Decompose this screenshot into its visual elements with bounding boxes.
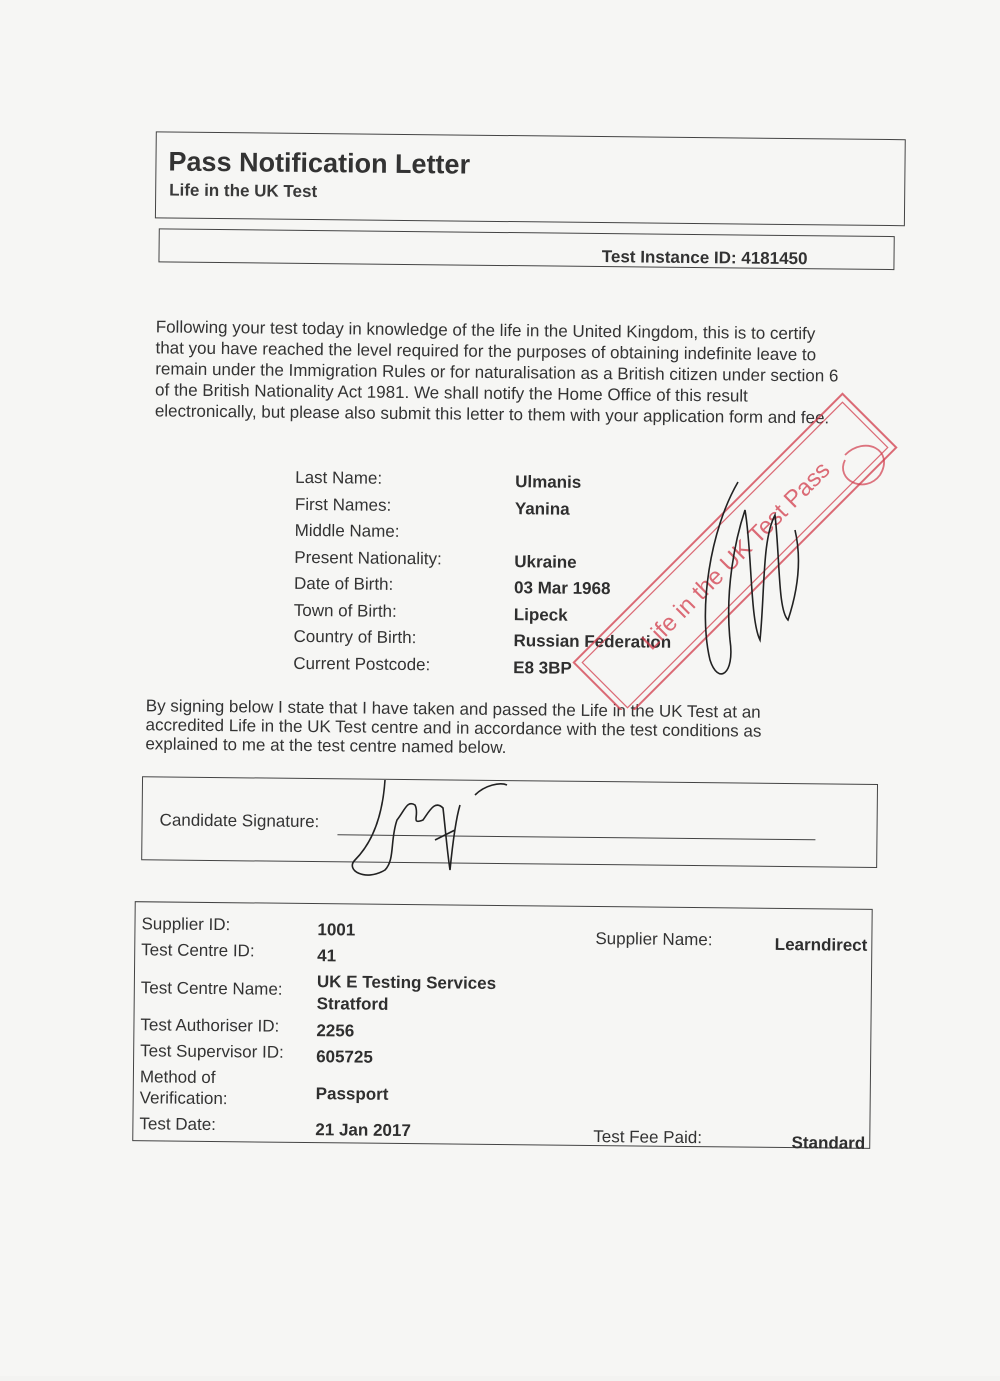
paragraph-line: accredited Life in the UK Test centre and in accordance with the test conditions as: [145, 715, 762, 741]
detail-label: Middle Name:: [294, 520, 400, 541]
authoriser-label: Test Authoriser ID:: [140, 1015, 280, 1036]
paragraph-line: electronically, but please also submit this letter to them with your application form and fee.: [154, 401, 830, 428]
test-instance-box: [158, 228, 894, 270]
paragraph-line: By signing below I state that I have taken and passed the Life in the UK Test at an: [145, 696, 761, 722]
official-signature: [690, 470, 810, 685]
test-date-label: Test Date:: [139, 1114, 217, 1135]
detail-value: Yanina: [514, 498, 570, 519]
page-subtitle: Life in the UK Test: [169, 180, 318, 202]
test-centre-id-value: 41: [317, 946, 337, 966]
test-date-value: 21 Jan 2017: [315, 1120, 411, 1141]
detail-label: Current Postcode:: [293, 653, 431, 674]
authoriser-value: 2256: [316, 1021, 355, 1041]
detail-label: Present Nationality:: [294, 547, 442, 568]
detail-label: Date of Birth:: [293, 573, 394, 594]
detail-value: Russian Federation: [513, 631, 672, 652]
header-box: [155, 131, 906, 226]
test-instance-id: Test Instance ID: 4181450: [601, 247, 808, 269]
test-centre-id-label: Test Centre ID:: [141, 940, 255, 961]
detail-label: Country of Birth:: [293, 626, 417, 648]
test-centre-name-value-1: UK E Testing Services: [316, 972, 497, 993]
detail-value: 03 Mar 1968: [513, 578, 611, 599]
page-title: Pass Notification Letter: [168, 146, 471, 180]
detail-label: Town of Birth:: [293, 600, 397, 621]
detail-value: Ulmanis: [515, 472, 582, 492]
supplier-id-label: Supplier ID:: [141, 914, 231, 935]
detail-label: First Names:: [294, 494, 392, 515]
supervisor-value: 605725: [316, 1047, 373, 1067]
detail-label: Last Name:: [295, 467, 383, 488]
test-centre-name-value-2: Stratford: [316, 994, 389, 1014]
test-centre-name-label: Test Centre Name:: [140, 978, 283, 999]
method-label-2: Verification:: [139, 1088, 228, 1109]
signature-label: Candidate Signature:: [159, 810, 320, 832]
paragraph-line: explained to me at the test centre named below.: [145, 734, 507, 758]
fee-label: Test Fee Paid:: [593, 1127, 703, 1148]
candidate-signature: [335, 770, 525, 890]
detail-value: Lipeck: [513, 604, 568, 625]
supplier-id-value: 1001: [317, 920, 356, 940]
test-centre-box: [132, 901, 872, 1153]
detail-value: Ukraine: [514, 551, 577, 572]
supervisor-label: Test Supervisor ID:: [140, 1041, 284, 1062]
supplier-name-value: Learndirect: [774, 934, 868, 955]
supplier-name-label: Supplier Name:: [595, 929, 713, 950]
paragraph-line: remain under the Immigration Rules or for naturalisation as a British citizen under section 6: [155, 359, 839, 386]
fee-value: Standard: [791, 1133, 866, 1153]
paragraph-line: Following your test today in knowledge of the life in the United Kingdom, this is to certify: [155, 317, 816, 344]
paragraph-line: that you have reached the level required for the purposes of obtaining indefinite leave to: [155, 338, 817, 365]
stamp-text: Life in the UK Test Pass: [636, 456, 836, 656]
method-label-1: Method of: [139, 1067, 216, 1088]
method-value: Passport: [315, 1084, 389, 1104]
paragraph-line: of the British Nationality Act 1981. We shall notify the Home Office of this result: [155, 380, 748, 406]
detail-value: E8 3BP: [513, 657, 572, 678]
